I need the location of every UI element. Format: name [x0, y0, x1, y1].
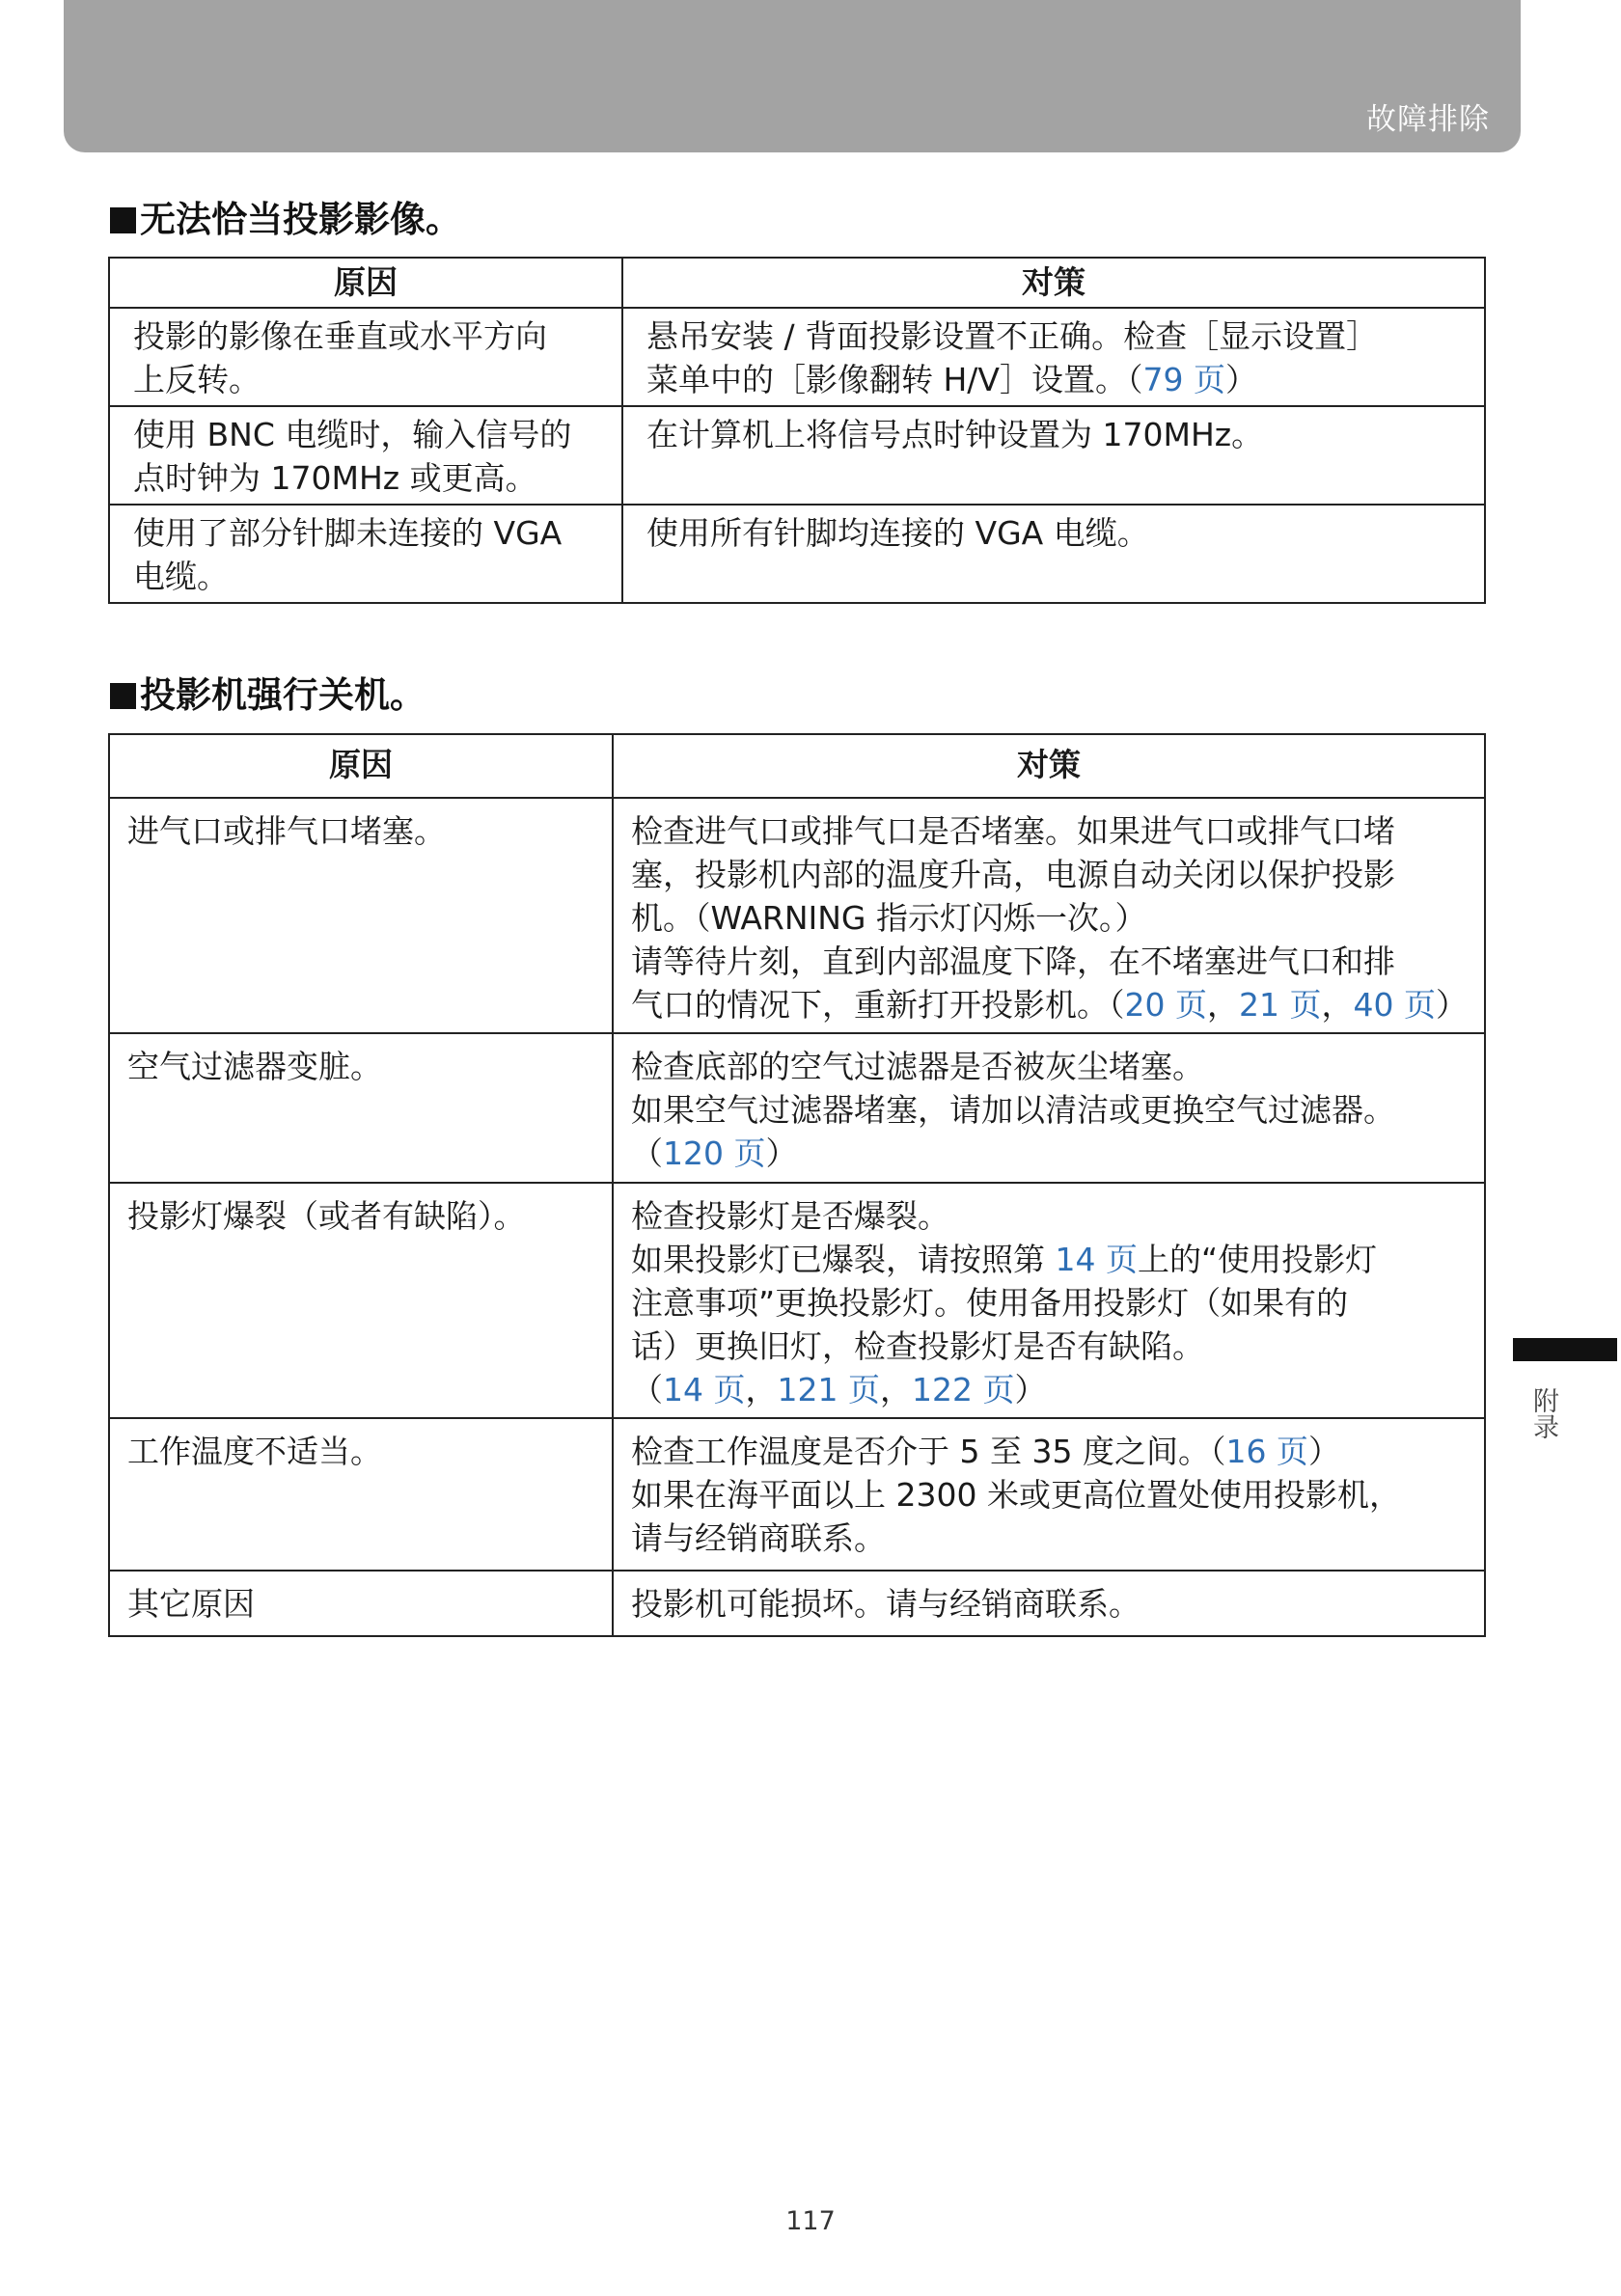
separator: ，: [1321, 986, 1354, 1024]
section-title-text: 投影机强行关机。: [140, 674, 426, 716]
square-bullet-icon: [110, 207, 136, 233]
table-row: [109, 406, 1485, 505]
measure-text: [631, 1238, 1469, 1281]
cause-cell: [109, 308, 622, 406]
measure-text-part: ）: [765, 1134, 798, 1172]
column-header-cause: 原因: [109, 258, 622, 308]
measure-cell: [613, 798, 1485, 1033]
table-row: [109, 1571, 1485, 1636]
measure-text: 投影机可能损坏。请与经销商联系。: [631, 1585, 1140, 1623]
cause-text: 投影的影像在垂直或水平方向: [133, 317, 547, 355]
measure-text: [631, 983, 1469, 1026]
measure-text: 注意事项”更换投影灯。使用备用投影灯（如果有的: [631, 1284, 1349, 1322]
measure-text: 请等待片刻，直到内部温度下降，在不堵塞进气口和排: [631, 943, 1395, 980]
measure-cell: [622, 505, 1485, 603]
measure-text: 塞，投影机内部的温度升高，电源自动关闭以保护投影: [631, 856, 1395, 893]
measure-cell: [613, 1571, 1485, 1636]
column-header-cause: 原因: [109, 734, 613, 798]
appendix-side-label: 附录: [1528, 1387, 1558, 1439]
measure-text: 检查底部的空气过滤器是否被灰尘堵塞。: [631, 1048, 1204, 1085]
measure-text-part: ）: [1014, 1371, 1047, 1408]
measure-text: 检查投影灯是否爆裂。: [631, 1197, 949, 1235]
cause-text: 上反转。: [133, 361, 261, 398]
cause-text: 投影灯爆裂（或者有缺陷）。: [127, 1197, 526, 1235]
section-title-text: 无法恰当投影影像。: [140, 199, 461, 240]
square-bullet-icon: [110, 683, 136, 709]
page-link-21[interactable]: 21 页: [1238, 986, 1322, 1024]
cause-text: 进气口或排气口堵塞。: [127, 812, 446, 850]
measure-text-part: ）: [1435, 986, 1468, 1024]
measure-cell: [613, 1033, 1485, 1183]
cause-text: 使用 BNC 电缆时，输入信号的: [133, 416, 572, 453]
measure-text-part: （: [631, 1371, 663, 1408]
cause-text: 工作温度不适当。: [127, 1433, 382, 1470]
measure-text: [631, 1368, 1469, 1411]
page-link-16[interactable]: 16 页: [1225, 1433, 1308, 1470]
cause-text: 空气过滤器变脏。: [127, 1048, 382, 1085]
measure-text: [631, 1132, 1469, 1175]
measure-text: 使用所有针脚均连接的 VGA 电缆。: [646, 514, 1149, 552]
separator: ，: [1206, 986, 1239, 1024]
cause-text: 使用了部分针脚未连接的 VGA: [133, 514, 563, 552]
measure-text: 如果在海平面以上 2300 米或更高位置处使用投影机，: [631, 1476, 1401, 1514]
column-header-measure: 对策: [613, 734, 1485, 798]
cause-cell: [109, 406, 622, 505]
cause-text: 点时钟为 170MHz 或更高。: [133, 459, 537, 497]
measure-text: 机。（WARNING 指示灯闪烁一次。）: [631, 899, 1147, 937]
separator: ，: [745, 1371, 778, 1408]
page-link-40[interactable]: 40 页: [1353, 986, 1436, 1024]
table-row: [109, 1183, 1485, 1418]
measure-text: 在计算机上将信号点时钟设置为 170MHz。: [646, 416, 1264, 453]
measure-text: 悬吊安装 / 背面投影设置不正确。检查［显示设置］: [646, 317, 1379, 355]
table-header-row: [109, 258, 1485, 308]
measure-cell: [613, 1418, 1485, 1571]
measure-text-part: （: [631, 1134, 663, 1172]
forced-shutdown-table: [108, 733, 1486, 1637]
page-link-120[interactable]: 120 页: [663, 1134, 766, 1172]
table-header-row: [109, 734, 1485, 798]
table-row: [109, 798, 1485, 1033]
cause-cell: [109, 798, 613, 1033]
measure-text: 检查进气口或排气口是否堵塞。如果进气口或排气口堵: [631, 812, 1395, 850]
cause-cell: [109, 505, 622, 603]
page-link-121[interactable]: 121 页: [777, 1371, 880, 1408]
measure-cell: [613, 1183, 1485, 1418]
cause-cell: [109, 1418, 613, 1571]
table-row: [109, 505, 1485, 603]
measure-cell: [622, 406, 1485, 505]
measure-text-part: 菜单中的［影像翻转 H/V］设置。（: [646, 361, 1143, 398]
measure-text: 如果空气过滤器堵塞，请加以清洁或更换空气过滤器。: [631, 1091, 1395, 1129]
measure-text: 话）更换旧灯，检查投影灯是否有缺陷。: [631, 1327, 1204, 1365]
page-link-122[interactable]: 122 页: [911, 1371, 1015, 1408]
header-bar: [64, 0, 1521, 152]
table-row: [109, 1418, 1485, 1571]
measure-text-part: ）: [1307, 1433, 1340, 1470]
cause-text: 其它原因: [127, 1585, 255, 1623]
header-title: 故障排除: [1366, 102, 1490, 137]
measure-text-part: ）: [1224, 361, 1257, 398]
separator: ，: [879, 1371, 912, 1408]
page-number: 117: [785, 2206, 836, 2236]
appendix-tab-marker: [1513, 1338, 1617, 1361]
measure-text: [631, 1430, 1469, 1473]
page-link-14[interactable]: 14 页: [1055, 1241, 1138, 1278]
page-link-79[interactable]: 79 页: [1142, 361, 1225, 398]
table-row: [109, 308, 1485, 406]
section-title-forced-shutdown: [110, 666, 426, 718]
measure-text-part: 上的“使用投影灯: [1137, 1241, 1378, 1278]
cause-text: 电缆。: [133, 558, 229, 595]
measure-text-part: 气口的情况下，重新打开投影机。（: [631, 986, 1125, 1024]
cause-cell: [109, 1033, 613, 1183]
table-row: [109, 1033, 1485, 1183]
section-title-image-problem: [110, 190, 461, 242]
column-header-measure: 对策: [622, 258, 1485, 308]
cause-cell: [109, 1183, 613, 1418]
measure-text: 请与经销商联系。: [631, 1519, 886, 1557]
page-link-20[interactable]: 20 页: [1124, 986, 1207, 1024]
measure-text-part: 检查工作温度是否介于 5 至 35 度之间。（: [631, 1433, 1226, 1470]
measure-text: [646, 358, 1461, 401]
page-link-14[interactable]: 14 页: [663, 1371, 746, 1408]
image-problem-table: [108, 257, 1486, 604]
measure-text-part: 如果投影灯已爆裂，请按照第: [631, 1241, 1056, 1278]
cause-cell: [109, 1571, 613, 1636]
measure-cell: [622, 308, 1485, 406]
